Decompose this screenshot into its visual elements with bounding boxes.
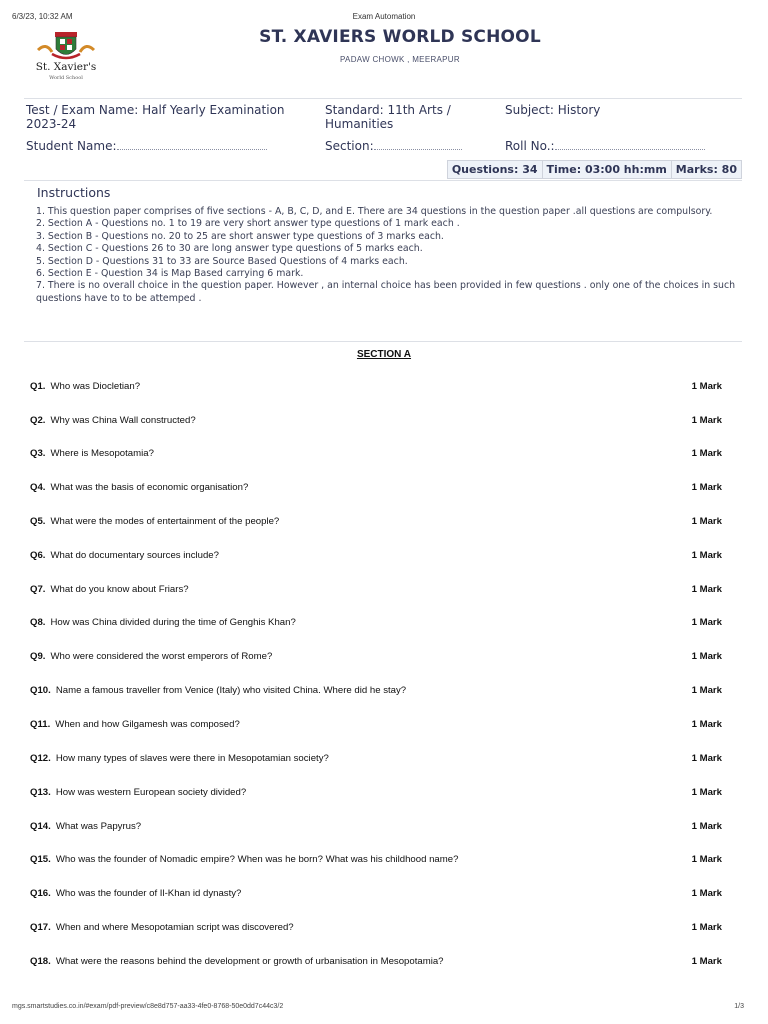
question-marks: 1 Mark (691, 381, 722, 392)
question-number: Q18. (30, 956, 51, 967)
roll-no-label: Roll No.: (505, 139, 555, 153)
question-text: How many types of slaves were there in Mesopotamian society? (55, 753, 329, 764)
instruction-item: 6. Section E - Question 34 is Map Based carrying 6 mark. (36, 268, 304, 280)
question-row (30, 482, 722, 496)
test-name: Test / Exam Name: Half Yearly Examination 2023-24 (26, 103, 285, 131)
question-marks: 1 Mark (691, 651, 722, 662)
school-name: ST. XAVIERS WORLD SCHOOL (259, 27, 541, 47)
question-row (30, 753, 722, 767)
logo-school-text: St. Xavier's (35, 61, 97, 73)
question-marks: 1 Mark (691, 922, 722, 933)
student-name-label: Student Name: (26, 139, 117, 153)
question-text: Who was Diocletian? (50, 381, 141, 392)
section-label: Section: (325, 139, 374, 153)
section-a-title: SECTION A (356, 349, 412, 360)
instructions-panel (24, 180, 742, 342)
instruction-item: 3. Section B - Questions no. 20 to 25 are short answer type questions of 3 marks each. (36, 230, 444, 242)
student-name-field (26, 139, 267, 153)
print-page-number: 1/3 (734, 1003, 744, 1010)
question-number: Q17. (30, 922, 51, 933)
question-text: Who were considered the worst emperors of Rome? (50, 651, 273, 662)
question-text: What do you know about Friars? (50, 584, 189, 595)
print-page-title: Exam Automation (352, 12, 416, 21)
crest-icon (24, 30, 108, 62)
question-marks: 1 Mark (691, 719, 722, 730)
question-marks: 1 Mark (691, 753, 722, 764)
question-number: Q11. (30, 719, 51, 730)
question-number: Q14. (30, 821, 51, 832)
question-marks: 1 Mark (691, 550, 722, 561)
header-divider (24, 98, 742, 99)
question-number: Q12. (30, 753, 51, 764)
question-row (30, 550, 722, 564)
question-text: Where is Mesopotamia? (50, 448, 154, 459)
question-number: Q9. (30, 651, 46, 662)
school-logo (24, 30, 108, 90)
question-marks: 1 Mark (691, 685, 722, 696)
question-marks: 1 Mark (691, 854, 722, 865)
question-number: Q5. (30, 516, 46, 527)
question-text: When and where Mesopotamian script was discovered? (55, 922, 294, 933)
instruction-item: 5. Section D - Questions 31 to 33 are Source Based Questions of 4 marks each. (36, 255, 408, 267)
question-number: Q16. (30, 888, 51, 899)
question-row (30, 584, 722, 598)
question-text: What was Papyrus? (55, 821, 142, 832)
question-text: Name a famous traveller from Venice (Italy) who visited China. Where did he stay? (55, 685, 407, 696)
question-number: Q8. (30, 617, 46, 628)
standard: Standard: 11th Arts / Humanities (325, 103, 451, 131)
instruction-item: 2. Section A - Questions no. 1 to 19 are very short answer type questions of 1 mark each . (36, 218, 460, 230)
instruction-item: 4. Section C - Questions 26 to 30 are long answer type questions of 5 marks each. (36, 243, 423, 255)
question-row (30, 821, 722, 835)
question-number: Q4. (30, 482, 46, 493)
exam-stats (447, 160, 742, 179)
instruction-item: 7. There is no overall choice in the question paper. However , an internal choice has been provided in few questions . only one of the choices in such questions have to to be attemped . (36, 280, 736, 304)
question-text: Why was China Wall constructed? (50, 415, 196, 426)
question-number: Q6. (30, 550, 46, 561)
question-marks: 1 Mark (691, 617, 722, 628)
section-field (325, 139, 462, 153)
question-text: How was China divided during the time of Genghis Khan? (50, 617, 296, 628)
question-row (30, 617, 722, 631)
roll-no-field (505, 139, 705, 153)
print-date: 6/3/23, 10:32 AM (12, 12, 73, 21)
school-address: PADAW CHOWK , MEERAPUR (340, 55, 460, 64)
question-row (30, 888, 722, 902)
question-count: Questions: 34 (451, 163, 538, 176)
subject: Subject: History (505, 103, 601, 117)
question-row (30, 516, 722, 530)
question-row (30, 956, 722, 970)
question-marks: 1 Mark (691, 415, 722, 426)
question-marks: 1 Mark (691, 516, 722, 527)
question-number: Q10. (30, 685, 51, 696)
question-text: Who was the founder of Il-Khan id dynasty? (55, 888, 242, 899)
question-number: Q13. (30, 787, 51, 798)
question-number: Q7. (30, 584, 46, 595)
question-number: Q2. (30, 415, 46, 426)
question-row (30, 381, 722, 395)
question-row (30, 448, 722, 462)
question-number: Q1. (30, 381, 46, 392)
print-url: mgs.smartstudies.co.in/#exam/pdf-preview/c8e8d757-aa33-4fe0-8768-50e0dd7c44c3/2 (12, 1003, 284, 1010)
total-marks: Marks: 80 (671, 161, 741, 178)
question-row (30, 719, 722, 733)
question-text: What was the basis of economic organisation? (50, 482, 249, 493)
question-marks: 1 Mark (691, 584, 722, 595)
question-marks: 1 Mark (691, 787, 722, 798)
question-row (30, 685, 722, 699)
question-text: Who was the founder of Nomadic empire? When was he born? What was his childhood name? (55, 854, 459, 865)
exam-time: Time: 03:00 hh:mm (542, 161, 671, 178)
question-text: What do documentary sources include? (50, 550, 219, 561)
question-row (30, 922, 722, 936)
question-marks: 1 Mark (691, 956, 722, 967)
question-marks: 1 Mark (691, 448, 722, 459)
question-marks: 1 Mark (691, 888, 722, 899)
logo-sub-text: World School (49, 75, 83, 81)
question-row (30, 415, 722, 429)
question-number: Q15. (30, 854, 51, 865)
question-text: How was western European society divided? (55, 787, 247, 798)
question-number: Q3. (30, 448, 46, 459)
section-blank (374, 139, 462, 150)
question-row (30, 787, 722, 801)
roll-no-blank (555, 139, 705, 150)
instructions-title: Instructions (37, 185, 111, 200)
question-row (30, 651, 722, 665)
question-text: When and how Gilgamesh was composed? (55, 719, 240, 730)
question-text: What were the modes of entertainment of the people? (50, 516, 280, 527)
question-marks: 1 Mark (691, 482, 722, 493)
student-name-blank (117, 139, 267, 150)
instructions-list (36, 206, 736, 305)
question-text: What were the reasons behind the development or growth of urbanisation in Mesopotamia? (55, 956, 444, 967)
question-marks: 1 Mark (691, 821, 722, 832)
question-row (30, 854, 722, 868)
instruction-item: 1. This question paper comprises of five sections - A, B, C, D, and E. There are 34 questions in the question paper .all questions are compulsory. (36, 206, 713, 217)
